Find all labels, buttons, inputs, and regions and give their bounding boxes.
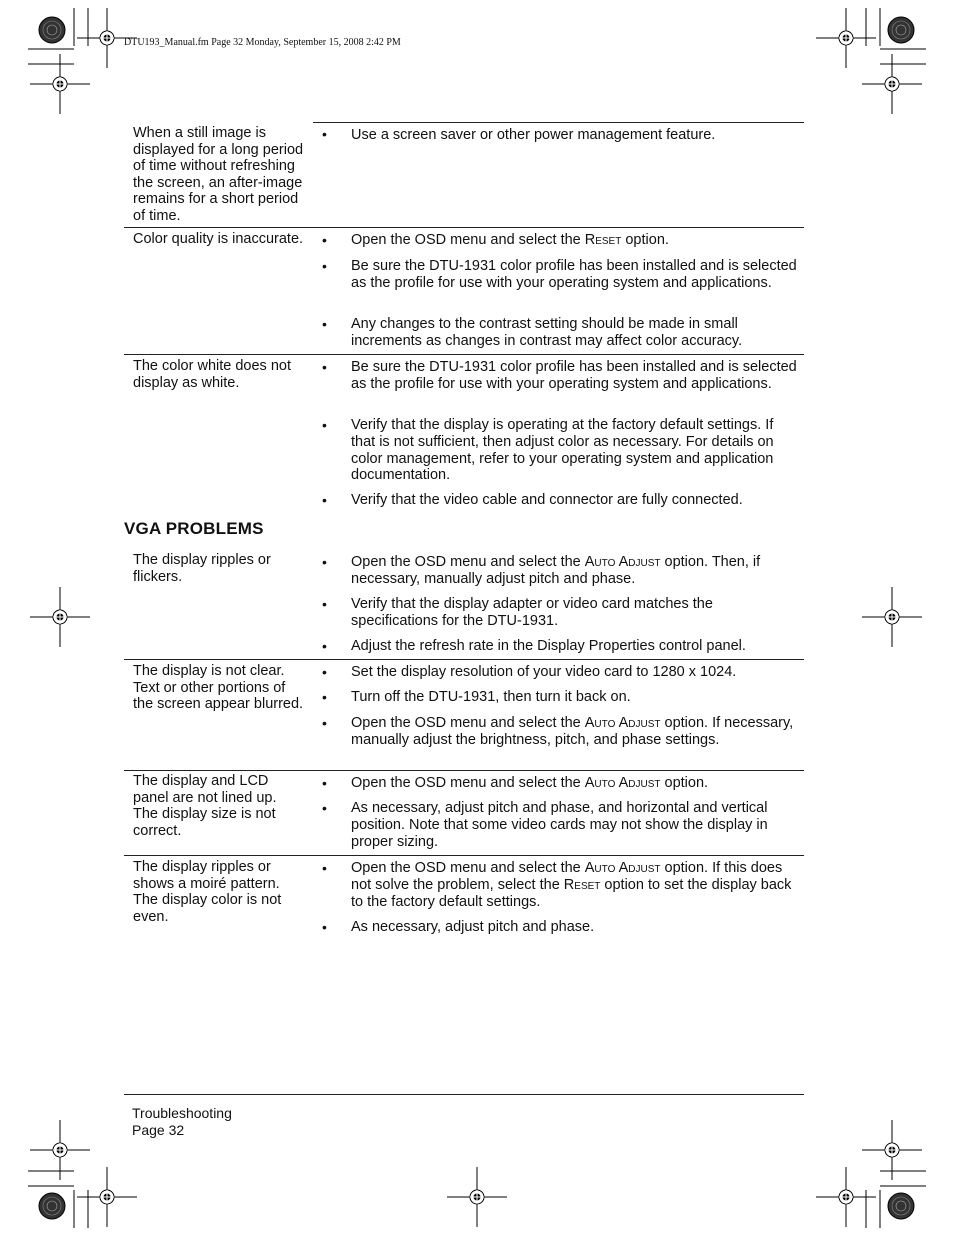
item-text: Open the OSD menu and select the xyxy=(351,715,585,731)
solution-item: Verify that the display is operating at the factory default settings. If that is not sufficient, then adjust color as necessary. For details on color management, refer to your operating system and application documentation. xyxy=(351,417,774,484)
bullet: • xyxy=(322,638,327,654)
bullet: • xyxy=(322,554,327,570)
bullet: • xyxy=(322,919,327,935)
solution-item: As necessary, adjust pitch and phase. xyxy=(351,919,595,935)
osd-option-auto-adjust: Auto Adjust xyxy=(584,860,661,876)
item-text: option to set the display back to the factory default settings. xyxy=(351,876,792,910)
item-text: option. If this does not solve the problem, select the xyxy=(351,860,783,893)
page-footer xyxy=(132,1105,232,1139)
solution-item: Adjust the refresh rate in the Display Properties control panel. xyxy=(351,638,746,654)
solution-item xyxy=(351,715,801,749)
problem-text: The display and LCD panel are not lined up. The display size is not correct. xyxy=(133,773,277,839)
row-divider xyxy=(124,659,804,660)
bullet: • xyxy=(322,258,327,274)
osd-option-auto-adjust: Auto Adjust xyxy=(584,775,661,791)
osd-option-reset: Reset xyxy=(563,876,601,893)
solution-item: Turn off the DTU-1931, then turn it back on. xyxy=(351,689,631,705)
row-divider xyxy=(124,354,804,355)
item-text: Open the OSD menu and select the xyxy=(351,232,585,248)
bullet: • xyxy=(322,860,327,876)
bullet: • xyxy=(322,664,327,680)
item-text: option. If necessary, manually adjust the brightness, pitch, and phase settings. xyxy=(351,715,794,748)
solution-item: As necessary, adjust pitch and phase, and horizontal and vertical position. Note that some video cards may not show the display in proper sizing. xyxy=(351,800,768,850)
row-divider xyxy=(124,770,804,771)
row-divider xyxy=(124,855,804,856)
item-text: Open the OSD menu and select the xyxy=(351,775,585,791)
solution-item: Be sure the DTU-1931 color profile has been installed and is selected as the profile for use with your operating system and applications. xyxy=(351,359,797,392)
bullet: • xyxy=(322,417,327,433)
bullet: • xyxy=(322,126,327,142)
problem-text: The color white does not display as white. xyxy=(133,358,291,391)
solution-item xyxy=(351,860,801,910)
bullet: • xyxy=(322,359,327,375)
item-text: option. Then, if necessary, manually adjust pitch and phase. xyxy=(351,554,761,587)
solution-item: Any changes to the contrast setting should be made in small increments as changes in contrast may affect color accuracy. xyxy=(351,316,743,349)
bullet: • xyxy=(322,316,327,332)
bullet: • xyxy=(322,715,327,731)
solution-item: Be sure the DTU-1931 color profile has been installed and is selected as the profile for use with your operating system and applications. xyxy=(351,258,797,291)
bullet: • xyxy=(322,775,327,791)
problem-text: The display is not clear. Text or other portions of the screen appear blurred. xyxy=(133,663,304,712)
solution-item: Use a screen saver or other power management feature. xyxy=(351,127,716,143)
solution-item xyxy=(351,554,801,588)
item-text: option. xyxy=(621,232,669,248)
section-heading: VGA PROBLEMS xyxy=(124,519,264,538)
bullet: • xyxy=(322,689,327,705)
bullet: • xyxy=(322,800,327,816)
problem-text: The display ripples or shows a moiré pattern. The display color is not even. xyxy=(133,859,282,925)
solution-item xyxy=(351,775,801,792)
row-divider xyxy=(313,122,804,123)
solution-item: Set the display resolution of your video card to 1280 x 1024. xyxy=(351,664,737,680)
osd-option-reset: Reset xyxy=(584,232,622,248)
item-text: option. xyxy=(660,775,709,791)
item-text: Open the OSD menu and select the xyxy=(351,860,585,876)
item-text: Open the OSD menu and select the xyxy=(351,554,585,570)
bullet: • xyxy=(322,492,327,508)
problem-text: When a still image is displayed for a long period of time without refreshing the screen, an after-image remains for a short period of time. xyxy=(133,125,304,224)
footer-page-number: Page 32 xyxy=(132,1122,185,1138)
solution-item xyxy=(351,232,801,249)
solution-item: Verify that the video cable and connector are fully connected. xyxy=(351,492,743,508)
solution-item: Verify that the display adapter or video card matches the specifications for the DTU-1931. xyxy=(351,596,713,629)
osd-option-auto-adjust: Auto Adjust xyxy=(584,715,661,731)
bullet: • xyxy=(322,232,327,248)
osd-option-auto-adjust: Auto Adjust xyxy=(584,554,661,570)
problem-text: The display ripples or flickers. xyxy=(133,552,271,585)
problem-text: Color quality is inaccurate. xyxy=(133,231,304,247)
bullet: • xyxy=(322,596,327,612)
print-header: DTU193_Manual.fm Page 32 Monday, September 15, 2008 2:42 PM xyxy=(124,37,401,48)
footer-rule xyxy=(124,1094,804,1095)
footer-section-name: Troubleshooting xyxy=(132,1105,232,1121)
row-divider xyxy=(124,227,804,228)
